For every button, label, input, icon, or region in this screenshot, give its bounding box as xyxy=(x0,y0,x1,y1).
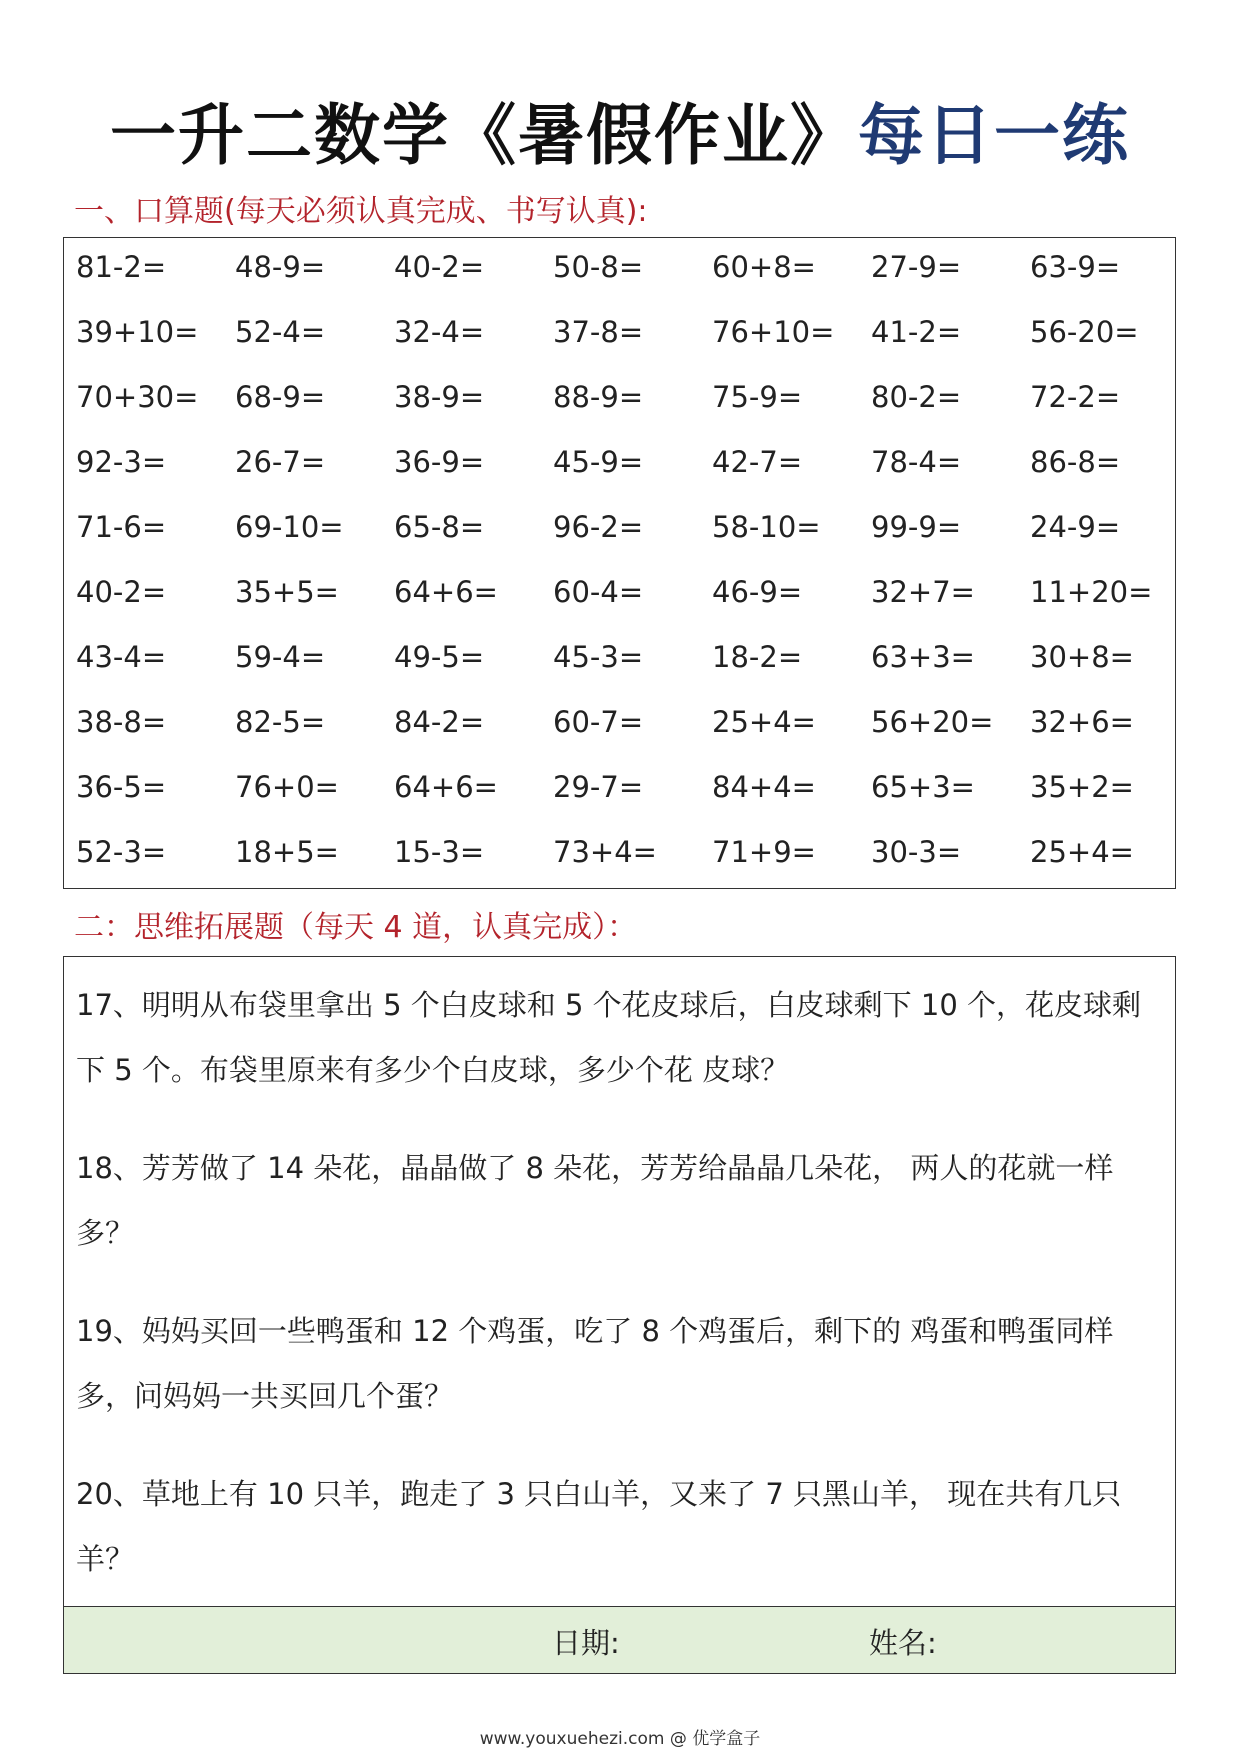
math-item: 59-4= xyxy=(235,640,326,674)
math-item: 86-8= xyxy=(1030,445,1121,479)
math-item: 30-3= xyxy=(871,835,962,869)
section2-heading: 二：思维拓展题（每天 4 道，认真完成）： xyxy=(74,910,638,945)
page-title xyxy=(0,82,1240,177)
math-item: 80-2= xyxy=(871,380,962,414)
math-item: 60+8= xyxy=(712,250,816,284)
math-item: 73+4= xyxy=(553,835,657,869)
math-item: 11+20= xyxy=(1030,575,1153,609)
math-item: 52-4= xyxy=(235,315,326,349)
math-item: 25+4= xyxy=(1030,835,1134,869)
math-item: 50-8= xyxy=(553,250,644,284)
math-item: 42-7= xyxy=(712,445,803,479)
section1-heading: 一、口算题(每天必须认真完成、书写认真): xyxy=(74,194,648,229)
math-item: 35+5= xyxy=(235,575,339,609)
math-item: 78-4= xyxy=(871,445,962,479)
math-item: 92-3= xyxy=(76,445,167,479)
math-item: 64+6= xyxy=(394,575,498,609)
math-item: 49-5= xyxy=(394,640,485,674)
math-item: 65-8= xyxy=(394,510,485,544)
math-item: 32+7= xyxy=(871,575,975,609)
math-item: 45-9= xyxy=(553,445,644,479)
word-problem: 17、明明从布袋里拿出 5 个白皮球和 5 个花皮球后，白皮球剩下 10 个，花皮球剩下 5 个。布袋里原来有多少个白皮球，多少个花 皮球？ xyxy=(76,988,1142,1087)
math-item: 43-4= xyxy=(76,640,167,674)
math-item: 38-8= xyxy=(76,705,167,739)
math-item: 71-6= xyxy=(76,510,167,544)
math-item: 40-2= xyxy=(76,575,167,609)
mental-math-grid xyxy=(76,250,1189,903)
math-item: 64+6= xyxy=(394,770,498,804)
math-item: 41-2= xyxy=(871,315,962,349)
math-item: 96-2= xyxy=(553,510,644,544)
math-item: 81-2= xyxy=(76,250,167,284)
math-item: 82-5= xyxy=(235,705,326,739)
math-item: 88-9= xyxy=(553,380,644,414)
math-item: 26-7= xyxy=(235,445,326,479)
math-item: 76+0= xyxy=(235,770,339,804)
math-item: 69-10= xyxy=(235,510,344,544)
math-item: 32+6= xyxy=(1030,705,1134,739)
math-item: 32-4= xyxy=(394,315,485,349)
math-item: 60-7= xyxy=(553,705,644,739)
watermark: www.youxuehezi.com @ 优学盒子 xyxy=(479,1729,761,1749)
title-accent: 每日一练 xyxy=(858,97,1130,174)
math-item: 56+20= xyxy=(871,705,994,739)
math-item: 15-3= xyxy=(394,835,485,869)
math-item: 70+30= xyxy=(76,380,199,414)
math-item: 84+4= xyxy=(712,770,816,804)
math-item: 65+3= xyxy=(871,770,975,804)
math-item: 58-10= xyxy=(712,510,821,544)
math-item: 84-2= xyxy=(394,705,485,739)
math-item: 52-3= xyxy=(76,835,167,869)
math-item: 37-8= xyxy=(553,315,644,349)
math-item: 36-9= xyxy=(394,445,485,479)
math-item: 63-9= xyxy=(1030,250,1121,284)
word-problem: 19、妈妈买回一些鸭蛋和 12 个鸡蛋，吃了 8 个鸡蛋后，剩下的 鸡蛋和鸭蛋同样多，问妈妈一共买回几个蛋？ xyxy=(76,1314,1114,1413)
math-item: 39+10= xyxy=(76,315,199,349)
mental-math-box xyxy=(63,237,1176,889)
math-item: 63+3= xyxy=(871,640,975,674)
math-item: 71+9= xyxy=(712,835,816,869)
title-main: 一升二数学《暑假作业》 xyxy=(110,97,858,174)
word-problems-box xyxy=(63,956,1176,1674)
math-item: 24-9= xyxy=(1030,510,1121,544)
math-item: 46-9= xyxy=(712,575,803,609)
math-item: 25+4= xyxy=(712,705,816,739)
math-item: 29-7= xyxy=(553,770,644,804)
math-item: 36-5= xyxy=(76,770,167,804)
name-label: 姓名: xyxy=(869,1626,937,1660)
math-item: 18-2= xyxy=(712,640,803,674)
math-item: 35+2= xyxy=(1030,770,1134,804)
word-problems-list xyxy=(76,973,1166,1625)
date-label: 日期: xyxy=(552,1626,620,1660)
math-item: 72-2= xyxy=(1030,380,1121,414)
math-item: 45-3= xyxy=(553,640,644,674)
math-item: 40-2= xyxy=(394,250,485,284)
math-item: 18+5= xyxy=(235,835,339,869)
math-item: 27-9= xyxy=(871,250,962,284)
math-item: 75-9= xyxy=(712,380,803,414)
math-item: 56-20= xyxy=(1030,315,1139,349)
math-item: 30+8= xyxy=(1030,640,1134,674)
math-item: 99-9= xyxy=(871,510,962,544)
math-item: 48-9= xyxy=(235,250,326,284)
math-item: 68-9= xyxy=(235,380,326,414)
math-item: 60-4= xyxy=(553,575,644,609)
footer-band xyxy=(64,1606,1175,1673)
math-item: 38-9= xyxy=(394,380,485,414)
math-item: 76+10= xyxy=(712,315,835,349)
word-problem: 18、芳芳做了 14 朵花，晶晶做了 8 朵花，芳芳给晶晶几朵花， 两人的花就一样多？ xyxy=(76,1151,1114,1250)
word-problem: 20、草地上有 10 只羊，跑走了 3 只白山羊，又来了 7 只黑山羊， 现在共有几只羊？ xyxy=(76,1477,1122,1576)
